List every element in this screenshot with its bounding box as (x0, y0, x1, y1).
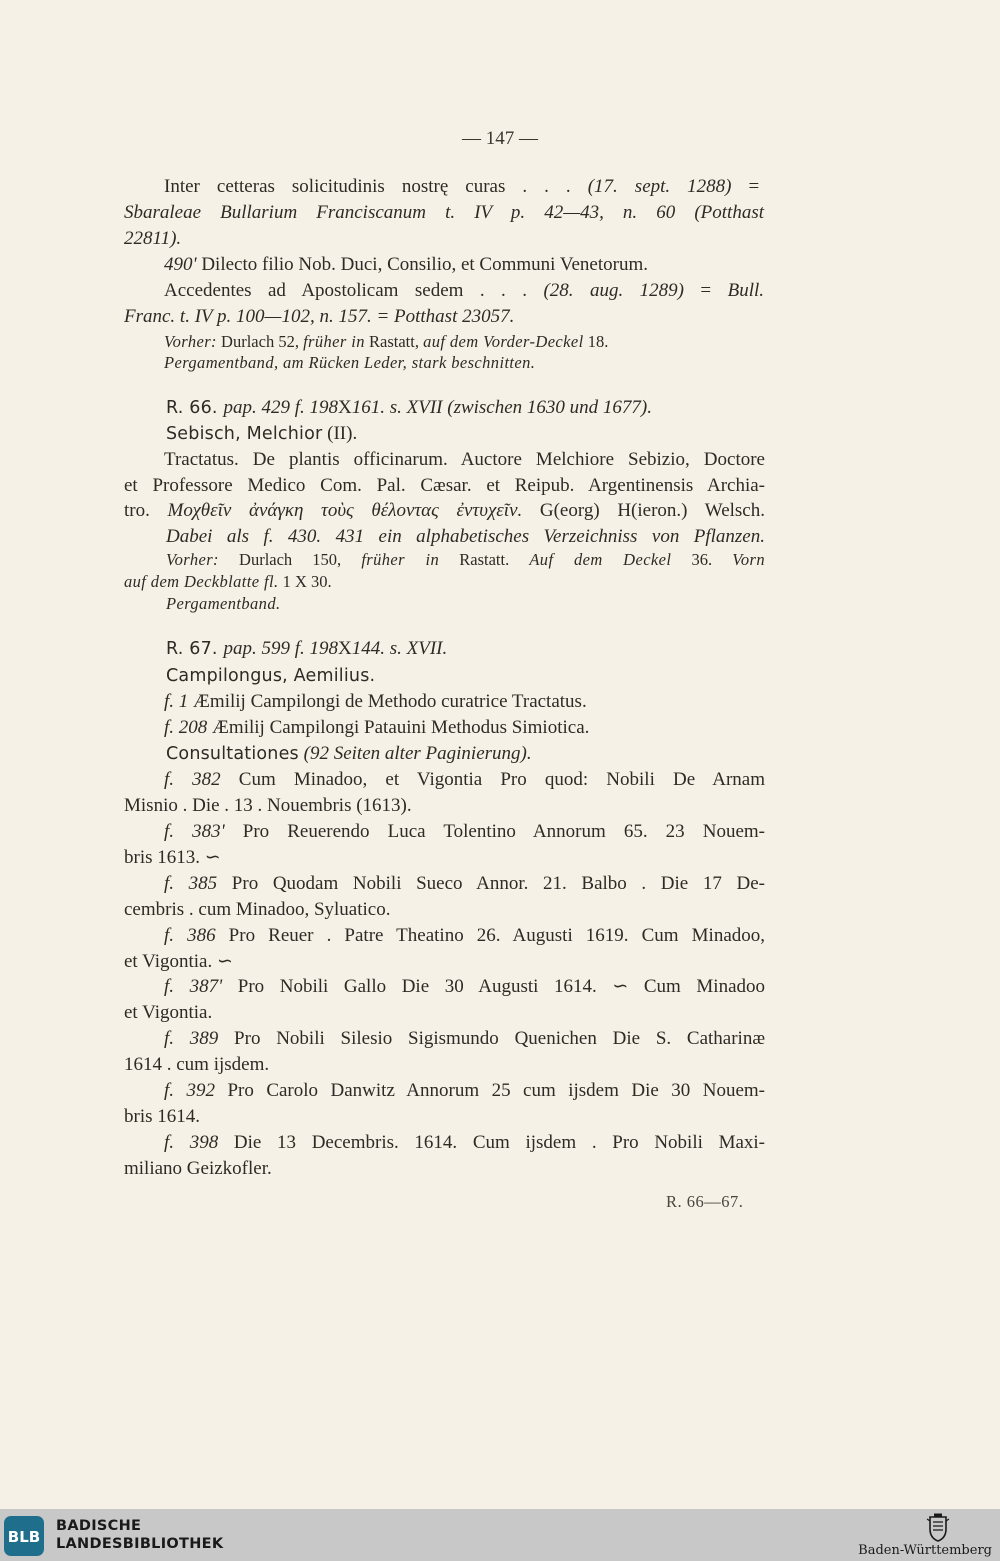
text-line (124, 898, 390, 923)
text-line (164, 253, 648, 278)
text-fragment: X (338, 638, 352, 659)
text-line (124, 1157, 272, 1182)
text-fragment: Pro Reuer . Patre Theatino 26. Augusti 1619. Cum Minadoo, (215, 925, 766, 946)
text-line (164, 175, 764, 200)
text-fragment: Consultationes (166, 744, 299, 764)
text-fragment: Μοχθεῖν ἀνάγκη τοὺς θέλοντας ἐντυχεῖν. (167, 500, 523, 521)
text-fragment: f. 382 (164, 769, 221, 790)
text-fragment: auf dem Vorder-Deckel (423, 332, 584, 351)
text-fragment: ∽ (216, 951, 233, 972)
library-name-line1: BADISCHE (56, 1518, 142, 1534)
text-fragment: Auf dem Deckel (529, 550, 672, 569)
text-line (164, 820, 765, 845)
text-fragment: Dilecto filio Nob. Duci, Consilio, et Communi Venetorum. (196, 254, 648, 275)
text-fragment: 161. s. XVII (zwischen 1630 und 1677). (351, 397, 653, 418)
text-fragment: X (338, 397, 352, 418)
text-fragment: pap. 599 f. 198 (223, 638, 338, 659)
text-fragment: Pro Nobili Gallo Die 30 Augusti 1614. ∽ Cum Minadoo (222, 976, 766, 997)
text-fragment: Rastatt. (439, 550, 530, 569)
text-fragment: Pergamentband, am Rücken Leder, stark beschnitten. (164, 353, 536, 372)
page-number: — 147 — (462, 128, 538, 149)
text-line (164, 975, 765, 1000)
text-line (124, 305, 514, 330)
text-fragment: Æmilij Campilongi de Methodo curatrice Tractatus. (188, 691, 587, 712)
text-fragment: auf dem Deckblatte fl. (124, 572, 279, 591)
text-line (124, 1105, 200, 1130)
library-name-line2: LANDESBIBLIOTHEK (56, 1536, 224, 1552)
text-fragment: Pro Nobili Silesio Sigismundo Quenichen Die S. Catharinæ (218, 1028, 765, 1049)
text-line (166, 664, 375, 689)
text-fragment: f. 208 (164, 717, 208, 738)
text-fragment: R. 66. (166, 398, 224, 418)
text-fragment: Die 13 Decembris. 1614. Cum ijsdem . Pro Nobili Maxi- (218, 1132, 766, 1153)
text-line (124, 1053, 269, 1078)
library-name (56, 1517, 223, 1553)
text-fragment: = (683, 280, 728, 301)
text-line (164, 1027, 765, 1052)
text-line (166, 422, 357, 447)
text-line (164, 690, 587, 715)
text-line (164, 279, 764, 304)
text-line (124, 1001, 212, 1026)
signature-mark: R. 66—67. (666, 1192, 744, 1211)
text-line (164, 924, 765, 949)
text-fragment: cembris . cum Minadoo, Syluatico. (124, 899, 391, 920)
text-fragment: (II). (322, 423, 358, 444)
text-line (164, 448, 765, 473)
text-fragment: f. 386 (164, 925, 216, 946)
text-fragment: Dabei als f. 430. 431 ein alphabetisches Verzeichniss von Pflanzen. (166, 526, 765, 547)
text-fragment: bris 1613. (124, 847, 205, 868)
text-fragment: 144. s. XVII. (351, 638, 448, 659)
text-line (166, 592, 281, 617)
coat-of-arms-icon (924, 1513, 952, 1543)
text-fragment: = (731, 176, 765, 197)
text-fragment: f. 398 (164, 1132, 219, 1153)
text-fragment: (92 Seiten alter Paginierung). (298, 743, 532, 764)
text-fragment: Rastatt, (364, 332, 424, 351)
text-fragment: 36. (671, 550, 733, 569)
text-fragment: Pro Carolo Danwitz Annorum 25 cum ijsdem Die 30 Nouem- (215, 1080, 765, 1101)
text-fragment: Accedentes ad Apostolicam sedem . . . (164, 280, 544, 301)
text-line (166, 637, 447, 662)
text-fragment: et Vigontia. (124, 1002, 213, 1023)
text-line (164, 872, 765, 897)
text-fragment: ∽ (204, 847, 221, 868)
text-fragment: Vorher: (164, 332, 217, 351)
text-fragment: Pro Quodam Nobili Sueco Annor. 21. Balbo . Die 17 De- (217, 873, 765, 894)
text-fragment: et Vigontia. (124, 951, 217, 972)
text-fragment: Pro Reuerendo Luca Tolentino Annorum 65. 23 Nouem- (224, 821, 766, 842)
text-fragment: Tractatus. De plantis officinarum. Auctore Melchiore Sebizio, Doctore (164, 449, 765, 470)
text-fragment: Vorher: (166, 550, 219, 569)
text-fragment: 1614 . cum ijsdem. (124, 1054, 270, 1075)
text-fragment: 1 X 30. (278, 572, 332, 591)
text-fragment: pap. 429 f. 198 (223, 397, 338, 418)
text-line (164, 1131, 765, 1156)
library-footer (0, 1509, 1000, 1561)
text-fragment: Sebisch, Melchior (166, 424, 323, 444)
text-fragment: (28. aug. 1289) (543, 280, 684, 301)
text-line (124, 201, 764, 226)
state-label: Baden-Württemberg (858, 1543, 992, 1558)
text-fragment: f. 385 (164, 873, 218, 894)
text-line (124, 846, 221, 871)
text-fragment: (17. sept. 1288) (587, 176, 732, 197)
text-fragment: f. 392 (164, 1080, 215, 1101)
text-fragment: tro. (124, 500, 168, 521)
text-line (166, 396, 652, 421)
text-fragment: Æmilij Campilongi Patauini Methodus Simiotica. (207, 717, 590, 738)
text-line (164, 1079, 765, 1104)
text-fragment: Sbaraleae Bullarium Franciscanum t. IV p. 42—43, n. 60 (Potthast (124, 202, 764, 223)
text-line (166, 742, 532, 767)
text-fragment: f. 1 (164, 691, 189, 712)
text-line (124, 950, 233, 975)
text-fragment: f. 387' (164, 976, 223, 997)
text-fragment: Bull. (727, 280, 765, 301)
text-fragment: bris 1614. (124, 1106, 200, 1127)
blb-logo-text: BLB (7, 1528, 41, 1546)
blb-logo-icon (4, 1516, 44, 1556)
text-fragment: früher in (303, 332, 365, 351)
text-fragment: G(eorg) H(ieron.) Welsch. (522, 500, 765, 521)
text-fragment: 18. (583, 332, 609, 351)
text-fragment: Campilongus, Aemilius. (166, 666, 376, 686)
text-line (124, 227, 181, 252)
text-fragment: f. 389 (164, 1028, 219, 1049)
text-fragment: R. 67. (166, 639, 224, 659)
text-line (124, 499, 765, 524)
text-fragment: miliano Geizkofler. (124, 1158, 272, 1179)
text-line (166, 525, 765, 550)
text-fragment: Durlach 52, (216, 332, 304, 351)
text-fragment: Inter cetteras solicitudinis nostrę curas . . . (164, 176, 588, 197)
text-fragment: Vorn (732, 550, 766, 569)
text-fragment: Cum Minadoo, et Vigontia Pro quod: Nobili De Arnam (220, 769, 766, 790)
text-line (124, 794, 412, 819)
text-fragment: früher in (361, 550, 440, 569)
text-fragment: Pergamentband. (166, 594, 281, 613)
text-fragment: f. 383' (164, 821, 225, 842)
text-line (164, 351, 535, 376)
text-fragment: 490' (164, 254, 197, 275)
text-fragment: Misnio . Die . 13 . Nouembris (1613). (124, 795, 412, 816)
text-line (164, 768, 765, 793)
text-fragment: Durlach 150, (218, 550, 362, 569)
text-line (124, 474, 765, 499)
text-fragment: et Professore Medico Com. Pal. Cæsar. et Reipub. Argentinensis Archia- (124, 475, 765, 496)
text-fragment: 22811). (124, 228, 182, 249)
text-fragment: Franc. t. IV p. 100—102, n. 157. = Potthast 23057. (124, 306, 515, 327)
text-line (164, 716, 589, 741)
